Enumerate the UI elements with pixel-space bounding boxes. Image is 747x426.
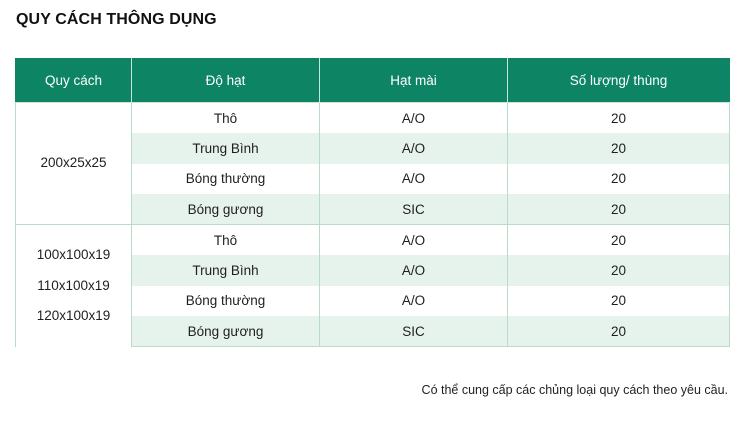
do-hat-cell: Trung Bình: [132, 255, 320, 286]
spec-group-cell: [16, 225, 132, 347]
do-hat-cell: Thô: [132, 103, 320, 134]
spec-table: [15, 58, 730, 347]
header-hat-mai: Hạt mài: [320, 59, 508, 103]
header-quy-cach: Quy cách: [16, 59, 132, 103]
table-header-row: [16, 59, 730, 103]
hat-mai-cell: SIC: [320, 316, 508, 347]
page-title: QUY CÁCH THÔNG DỤNG: [16, 11, 217, 28]
table-row: [16, 103, 730, 134]
so-luong-cell: 20: [508, 194, 730, 225]
do-hat-cell: Bóng gương: [132, 316, 320, 347]
spec-value: 110x100x19: [37, 277, 110, 293]
hat-mai-cell: A/O: [320, 133, 508, 164]
hat-mai-cell: A/O: [320, 164, 508, 195]
so-luong-cell: 20: [508, 133, 730, 164]
hat-mai-cell: A/O: [320, 225, 508, 256]
footer-note: Có thể cung cấp các chủng loại quy cách theo yêu cầu.: [421, 383, 728, 397]
header-do-hat: Độ hạt: [132, 59, 320, 103]
do-hat-cell: Trung Bình: [132, 133, 320, 164]
so-luong-cell: 20: [508, 286, 730, 317]
so-luong-cell: 20: [508, 164, 730, 195]
do-hat-cell: Thô: [132, 225, 320, 256]
spec-group-cell: [16, 103, 132, 225]
do-hat-cell: Bóng thường: [132, 164, 320, 195]
hat-mai-cell: A/O: [320, 103, 508, 134]
table-row: [16, 225, 730, 256]
spec-value: 100x100x19: [36, 247, 111, 262]
so-luong-cell: 20: [508, 103, 730, 134]
so-luong-cell: 20: [508, 255, 730, 286]
header-so-luong: Số lượng/ thùng: [508, 59, 730, 103]
spec-value: 120x100x19: [36, 308, 111, 323]
so-luong-cell: 20: [508, 225, 730, 256]
so-luong-cell: 20: [508, 316, 730, 347]
hat-mai-cell: A/O: [320, 255, 508, 286]
do-hat-cell: Bóng thường: [132, 286, 320, 317]
hat-mai-cell: A/O: [320, 286, 508, 317]
spec-value: 200x25x25: [40, 155, 107, 171]
do-hat-cell: Bóng gương: [132, 194, 320, 225]
hat-mai-cell: SIC: [320, 194, 508, 225]
